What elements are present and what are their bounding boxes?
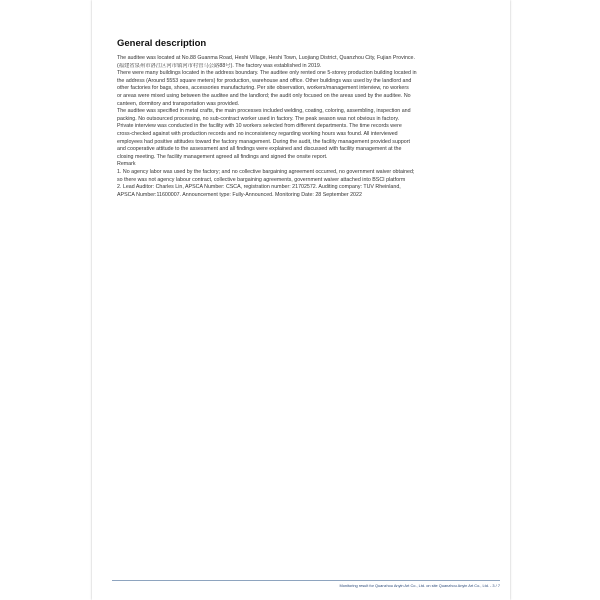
body-line: Private interview was conducted in the facility with 10 workers selected from different departments. The time records were (117, 123, 402, 130)
body-line: packing. No outsourced processing, no sub-contract worker used in factory. The peak season was not obvious in factory. (117, 115, 400, 122)
body-line: and cooperative attitude to the assessment and all findings were explained and discussed with facility management at the (117, 146, 402, 153)
body-line: (福建省泉州市洛江区河市镇河市村管马公路88号). The factory was established in 2019. (117, 62, 322, 69)
remark-heading: Remark (117, 161, 136, 168)
body-line: employees had positive attitudes toward the factory management. During the audit, the facility management provided support (117, 138, 410, 145)
body-line: 2. Lead Auditor: Charles Lin, APSCA Number: CSCA, registration number: 21702572. Auditing company: TUV Rheinland, (117, 184, 401, 191)
body-line: APSCA Number:11600007. Announcement type: Fully-Announced. Monitoring Date: 28 September 2022 (117, 191, 362, 198)
page-footer: Monitoring result for Quanzhou Anyin Art Co., Ltd. on site Quanzhou Anyin Art Co., Ltd. - 3 / 7 (339, 583, 500, 588)
document-page (92, 0, 510, 600)
body-line: The auditee was specified in metal crafts, the main processes included welding, coating, coloring, assembling, inspection and (117, 108, 411, 115)
body-line: 1. No agency labor was used by the factory; and no collective bargaining agreement occurred, no government waiver obtained; (117, 168, 415, 175)
body-line: the address (Around 5553 square meters) for production, warehouse and office. Other buildings was used by the landlord and (117, 77, 412, 84)
body-line: so there was not agency labour contract, collective bargaining agreements, government waiver attached into BSCI platform (117, 176, 406, 183)
body-line: or areas were mixed using between the auditee and the landlord; the audit only focused on the areas used by the auditee. No (117, 92, 411, 99)
section-title: General description (117, 38, 207, 49)
general-description-body (117, 55, 483, 199)
body-line: closing meeting. The facility management agreed all findings and signed the onsite report. (117, 153, 328, 160)
body-line: other factories for bags, shoes, accessories manufacturing. Per site observation, workers/management interview, no workers (117, 85, 409, 92)
body-line: There were many buildings located in the address boundary. The auditee only rented one 5-storey production building located in (117, 70, 417, 77)
footer-divider (112, 580, 500, 581)
body-line: canteen, dormitory and transportation was provided. (117, 100, 240, 107)
body-line: The auditee was located at No.88 Guanma Road, Heshi Village, Heshi Town, Luojiang District, Quanzhou City, Fujian Province. (117, 55, 415, 61)
body-line: cross-checked against with production records and no inconsistency regarding working hours was found. All interviewed (117, 130, 398, 137)
